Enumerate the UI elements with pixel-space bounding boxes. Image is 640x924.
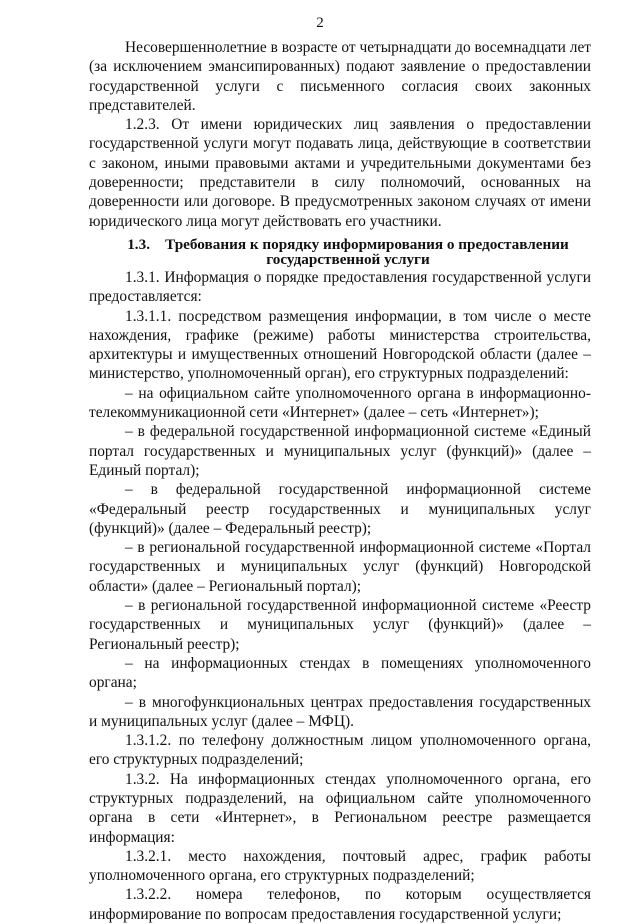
section-heading-1-3 <box>89 237 591 268</box>
paragraph-1-3-2: 1.3.2. На информационных стендах уполномоченного органа, его структурных подразделений, на официальном сайте уполномоченного органа в сети «Интернет», в Региональном реестре размещается информация: <box>89 770 591 846</box>
list-item-unified-portal: – в федеральной государственной информационной системе «Единый портал государственных и муниципальных услуг (функций)» (далее – Единый портал); <box>89 423 591 479</box>
list-item-mfc: – в многофункциональных центрах предоставления государственных и муниципальных услуг (далее – МФЦ). <box>89 693 591 730</box>
section-heading-line-2: государственной услуги <box>266 251 430 269</box>
list-item-regional-registry: – в региональной государственной информационной системе «Реестр государственных и муниципальных услуг (функций)» (далее – Региональный реестр); <box>89 597 591 653</box>
list-item-official-site: – на официальном сайте уполномоченного органа в информационно-телекоммуникационной сети «Интернет» (далее – сеть «Интернет»); <box>89 384 591 422</box>
paragraph-1-3-1-2: 1.3.1.2. по телефону должностным лицом уполномоченного органа, его структурных подразделений; <box>89 732 591 769</box>
paragraph-1-2-3: 1.2.3. От имени юридических лиц заявления о предоставлении государственной услуги могут подавать лица, действующие в соответствии с законом, иными правовыми актами и учредительными документами без доверенности; представители в силу полномочий, основанных на доверенности или договоре. В предусмотренных законом случаях от имени юридического лица могут действовать его участники. <box>89 116 591 230</box>
section-heading-line-1: 1.3. Требования к порядку информирования о предоставлении <box>127 235 569 253</box>
paragraph-minors: Несовершеннолетние в возрасте от четырнадцати до восемнадцати лет (за исключением эмансипированных) подают заявление о предоставлении государственной услуги с письменного согласия своих законных представителей. <box>89 39 592 114</box>
paragraph-1-3-2-1: 1.3.2.1. место нахождения, почтовый адрес, график работы уполномоченного органа, его структурных подразделений; <box>89 847 591 885</box>
document-body <box>89 38 591 924</box>
list-item-regional-portal: – в региональной государственной информационной системе «Портал государственных и муниципальных услуг (функций) Новгородской области» (далее – Региональный портал); <box>89 539 591 595</box>
paragraph-1-3-1-1: 1.3.1.1. посредством размещения информации, в том числе о месте нахождения, графике (режиме) работы министерства строительства, архитектуры и имущественных отношений Новгородской области (далее – министерство, уполномоченный орган), его структурных подразделений: <box>89 307 591 383</box>
paragraph-1-3-2-2: 1.3.2.2. номера телефонов, по которым осуществляется информирование по вопросам предоставления государственной услуги; <box>89 886 591 923</box>
list-item-federal-registry: – в федеральной государственной информационной системе «Федеральный реестр государственных и муниципальных услуг (функций)» (далее – Федеральный реестр); <box>89 481 591 537</box>
list-item-info-stands: – на информационных стендах в помещениях уполномоченного органа; <box>89 654 591 692</box>
page-number: 2 <box>316 15 324 31</box>
paragraph-1-3-1: 1.3.1. Информация о порядке предоставления государственной услуги предоставляется: <box>89 268 591 306</box>
